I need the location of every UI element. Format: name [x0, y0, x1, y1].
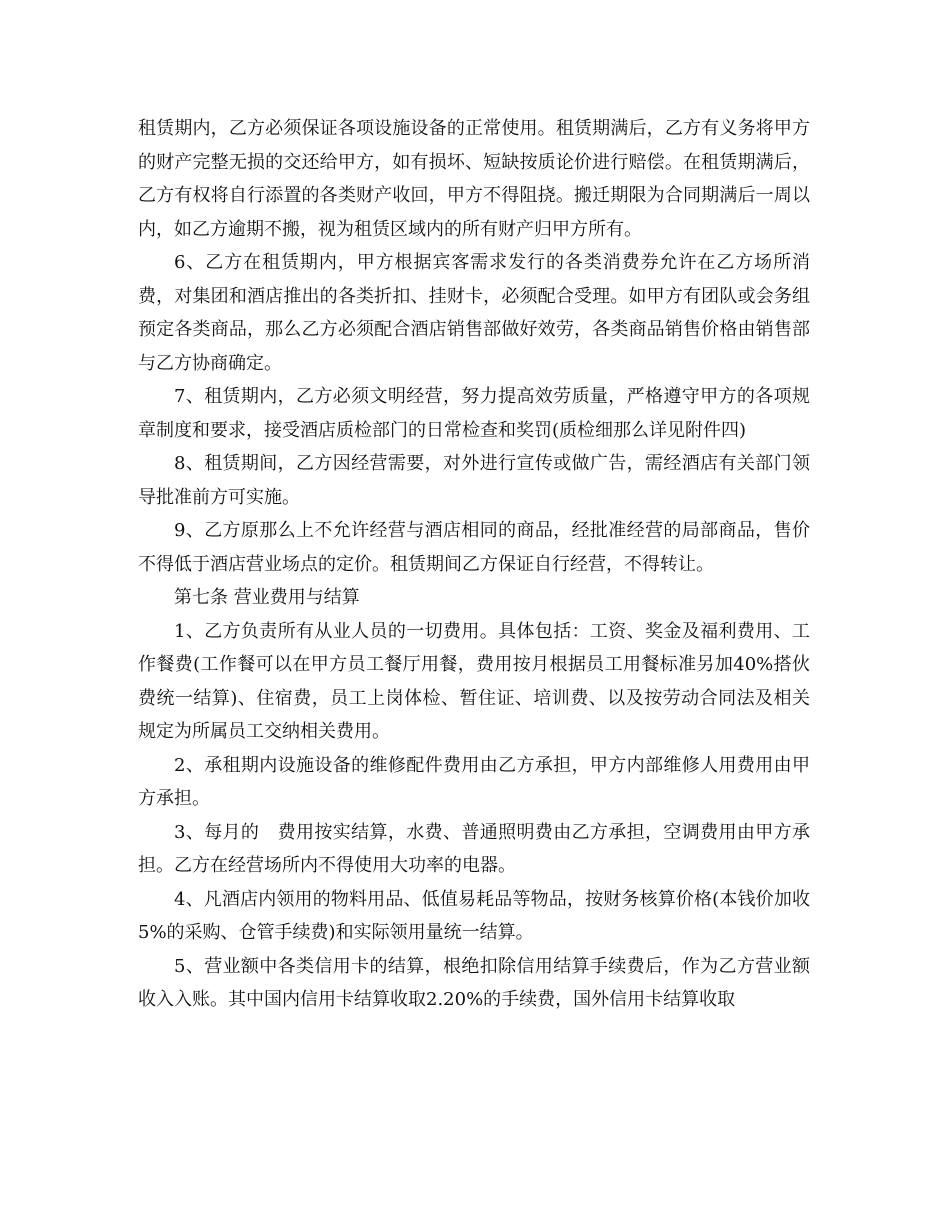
document-body — [138, 112, 810, 1017]
paragraph-lease-return: 租赁期内，乙方必须保证各项设施设备的正常使用。租赁期满后，乙方有义务将甲方的财产完整无损的交还给甲方，如有损坏、短缺按质论价进行赔偿。在租赁期满后，乙方有权将自行添置的各类财产收回，甲方不得阻挠。搬迁期限为合同期满后一周以内，如乙方逾期不搬，视为租赁区域内的所有财产归甲方所有。 — [138, 118, 810, 240]
paragraph-5-credit-cards: 5、营业额中各类信用卡的结算，根绝扣除信用结算手续费后，作为乙方营业额收入入账。其中国内信用卡结算收取2.20%的手续费，国外信用卡结算收取 — [138, 955, 810, 1010]
paragraph-4-supplies: 4、凡酒店内领用的物料用品、低值易耗品等物品，按财务核算价格(本钱价加收5%的采购、仓管手续费)和实际领用量统一结算。 — [138, 888, 810, 943]
paragraph-1-staff-costs: 1、乙方负责所有从业人员的一切费用。具体包括：工资、奖金及福利费用、工作餐费(工作餐可以在甲方员工餐厅用餐，费用按月根据员工用餐标准另加40%搭伙费统一结算)、住宿费，员工上岗体检、暂住证、培训费、以及按劳动合同法及相关规定为所属员工交纳相关费用。 — [138, 620, 810, 742]
paragraph-2-maintenance: 2、承租期内设施设备的维修配件费用由乙方承担，甲方内部维修人用费用由甲方承担。 — [138, 754, 810, 809]
paragraph-7-civil-operation: 7、租赁期内，乙方必须文明经营，努力提高效劳质量，严格遵守甲方的各项规章制度和要求，接受酒店质检部门的日常检查和奖罚(质检细那么详见附件四) — [138, 386, 810, 441]
section-heading-article-7: 第七条 营业费用与结算 — [174, 587, 360, 608]
paragraph-6-vouchers: 6、乙方在租赁期内，甲方根据宾客需求发行的各类消费券允许在乙方场所消费，对集团和酒店推出的各类折扣、挂财卡，必须配合受理。如甲方有团队或会务组预定各类商品，那么乙方必须配合酒店销售部做好效劳，各类商品销售价格由销售部与乙方协商确定。 — [138, 252, 810, 374]
paragraph-3-utilities: 3、每月的 费用按实结算，水费、普通照明费由乙方承担，空调费用由甲方承担。乙方在经营场所内不得使用大功率的电器。 — [138, 821, 810, 876]
paragraph-9-goods-pricing: 9、乙方原那么上不允许经营与酒店相同的商品，经批准经营的局部商品，售价不得低于酒店营业场点的定价。租赁期间乙方保证自行经营，不得转让。 — [138, 520, 810, 575]
paragraph-8-advertising: 8、租赁期间，乙方因经营需要，对外进行宣传或做广告，需经酒店有关部门领导批准前方可实施。 — [138, 453, 810, 508]
